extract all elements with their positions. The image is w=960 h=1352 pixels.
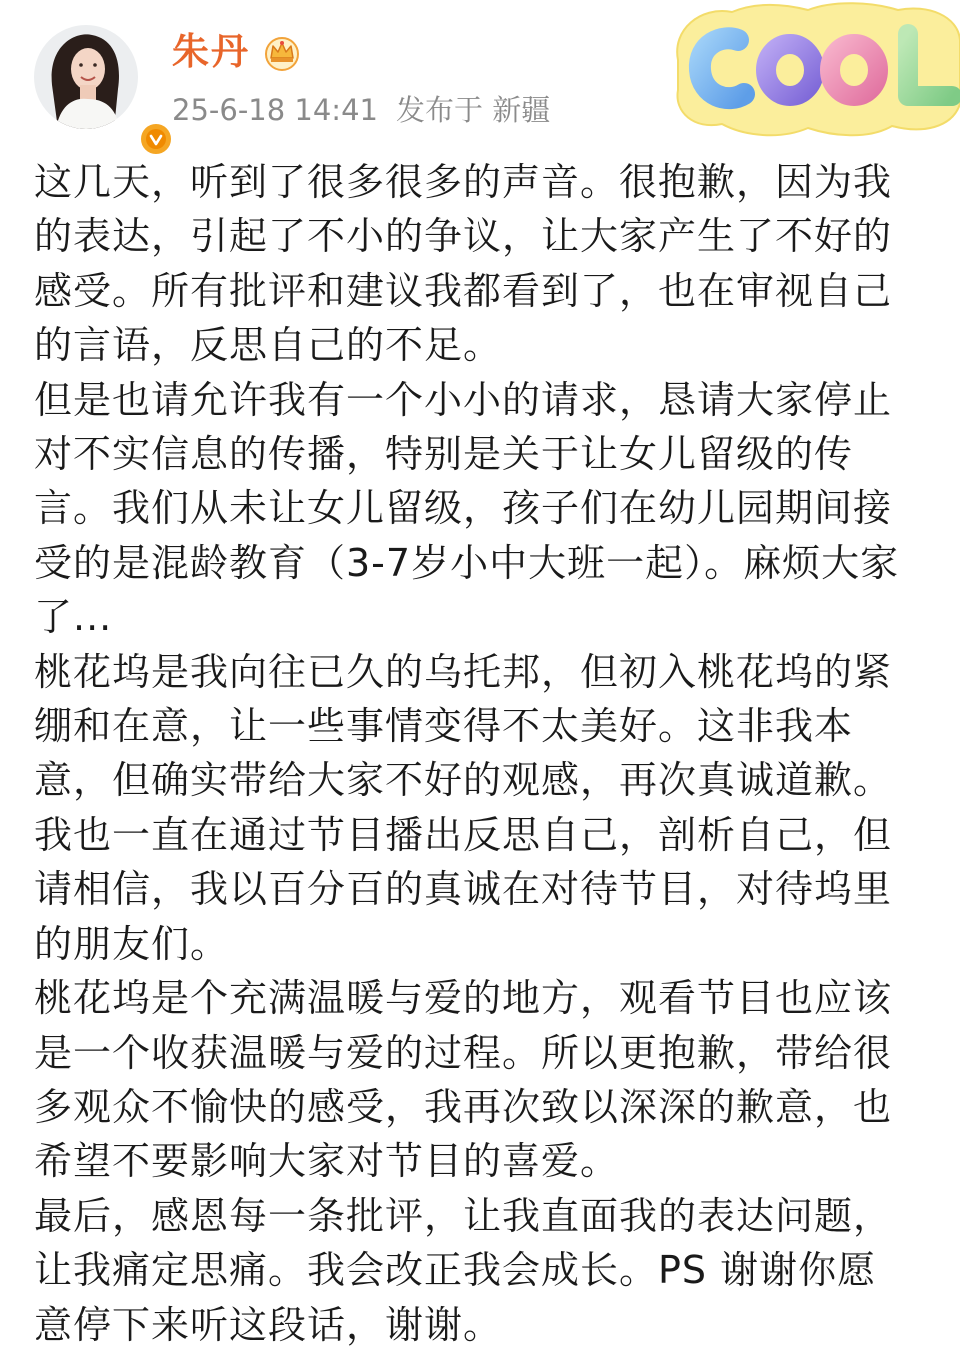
post-body: [34, 155, 914, 1352]
post-location: 发布于 新疆: [395, 93, 551, 127]
verified-badge-icon: [138, 121, 174, 157]
post-meta: [172, 88, 568, 132]
post-paragraph: 但是也请允许我有一个小小的请求，恳请大家停止对不实信息的传播，特别是关于让女儿留级的传言。我们从未让女儿留级，孩子们在幼儿园期间接受的是混龄教育（3-7岁小中大班一起）。麻烦大家了...: [34, 377, 900, 640]
post-timestamp: 25-6-18 14:41: [172, 93, 378, 127]
post-header: [0, 0, 960, 150]
post-paragraph: 桃花坞是个充满温暖与爱的地方，观看节目也应该是一个收获温暖与爱的过程。所以更抱歉，带给很多观众不愉快的感受，我再次致以深深的歉意，也希望不要影响大家对节目的喜爱。: [34, 976, 893, 1184]
post-paragraph: 桃花坞是我向往已久的乌托邦，但初入桃花坞的紧绷和在意，让一些事情变得不太美好。这非我本意，但确实带给大家不好的观感，再次真诚道歉。我也一直在通过节目播出反思自己，剖析自己，但请相信，我以百分百的真诚在对待节目，对待坞里的朋友们。: [34, 649, 893, 966]
author-name[interactable]: 朱丹: [172, 30, 250, 73]
post-paragraph: 这几天，听到了很多很多的声音。很抱歉，因为我的表达，引起了不小的争议，让大家产生了不好的感受。所有批评和建议我都看到了，也在审视自己的言语，反思自己的不足。: [34, 160, 893, 368]
post-paragraph: 最后，感恩每一条批评，让我直面我的表达问题，让我痛定思痛。我会改正我会成长。PS 谢谢你愿意停下来听这段话，谢谢。: [34, 1193, 893, 1347]
avatar[interactable]: [34, 25, 138, 129]
crown-icon: [262, 32, 302, 72]
avatar-photo-icon: [34, 25, 138, 129]
cool-sticker-icon: [672, 0, 960, 140]
